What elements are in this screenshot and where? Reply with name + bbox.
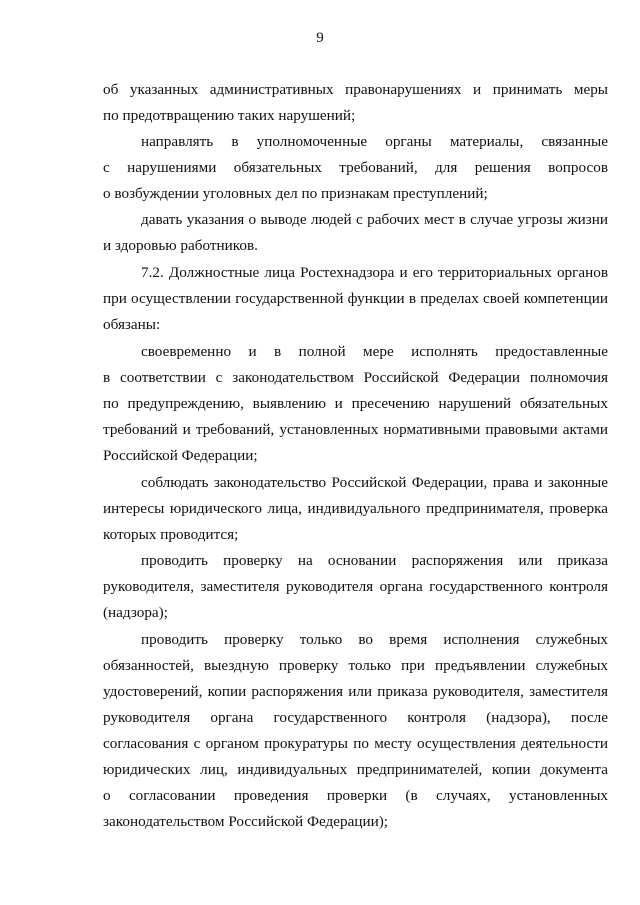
- text-line: согласования с органом прокуратуры по месту осуществления деятельности: [103, 735, 608, 752]
- text-line: давать указания о выводе людей с рабочих мест в случае угрозы жизни: [141, 211, 608, 228]
- text-line: о возбуждении уголовных дел по признакам преступлений;: [103, 185, 488, 202]
- text-line: об указанных административных правонарушениях и принимать меры: [103, 81, 608, 98]
- text-line: проводить проверку только во время исполнения служебных: [141, 631, 608, 648]
- text-line: которых проводится;: [103, 526, 239, 543]
- text-line: соблюдать законодательство Российской Федерации, права и законные: [141, 474, 608, 491]
- text-line: при осуществлении государственной функции в пределах своей компетенции: [103, 290, 608, 307]
- text-line: удостоверений, копии распоряжения или приказа руководителя, заместителя: [103, 683, 608, 700]
- page-number: 9: [316, 30, 324, 46]
- text-line: по предотвращению таких нарушений;: [103, 107, 356, 124]
- text-line: руководителя органа государственного контроля (надзора), после: [103, 709, 608, 726]
- text-line: в соответствии с законодательством Российской Федерации полномочия: [103, 369, 608, 386]
- text-line: законодательством Российской Федерации);: [103, 813, 388, 830]
- text-line: юридических лиц, индивидуальных предпринимателей, копии документа: [103, 761, 608, 778]
- text-line: требований и требований, установленных нормативными правовыми актами: [103, 421, 608, 438]
- text-line: Российской Федерации;: [103, 447, 258, 464]
- text-line: 7.2. Должностные лица Ростехнадзора и его территориальных органов: [141, 264, 608, 281]
- text-line: (надзора);: [103, 604, 168, 621]
- text-line: о согласовании проведения проверки (в случаях, установленных: [103, 787, 608, 804]
- text-line: по предупреждению, выявлению и пресечению нарушений обязательных: [103, 395, 608, 412]
- text-line: с нарушениями обязательных требований, для решения вопросов: [103, 159, 608, 176]
- text-line: и здоровью работников.: [103, 237, 258, 254]
- text-line: проводить проверку на основании распоряжения или приказа: [141, 552, 608, 569]
- text-line: обязанностей, выездную проверку только при предъявлении служебных: [103, 657, 608, 674]
- text-line: направлять в уполномоченные органы материалы, связанные: [141, 133, 608, 150]
- text-line: интересы юридического лица, индивидуального предпринимателя, проверка: [103, 500, 608, 517]
- text-line: своевременно и в полной мере исполнять предоставленные: [141, 343, 608, 360]
- text-line: руководителя, заместителя руководителя органа государственного контроля: [103, 578, 608, 595]
- text-line: обязаны:: [103, 316, 161, 333]
